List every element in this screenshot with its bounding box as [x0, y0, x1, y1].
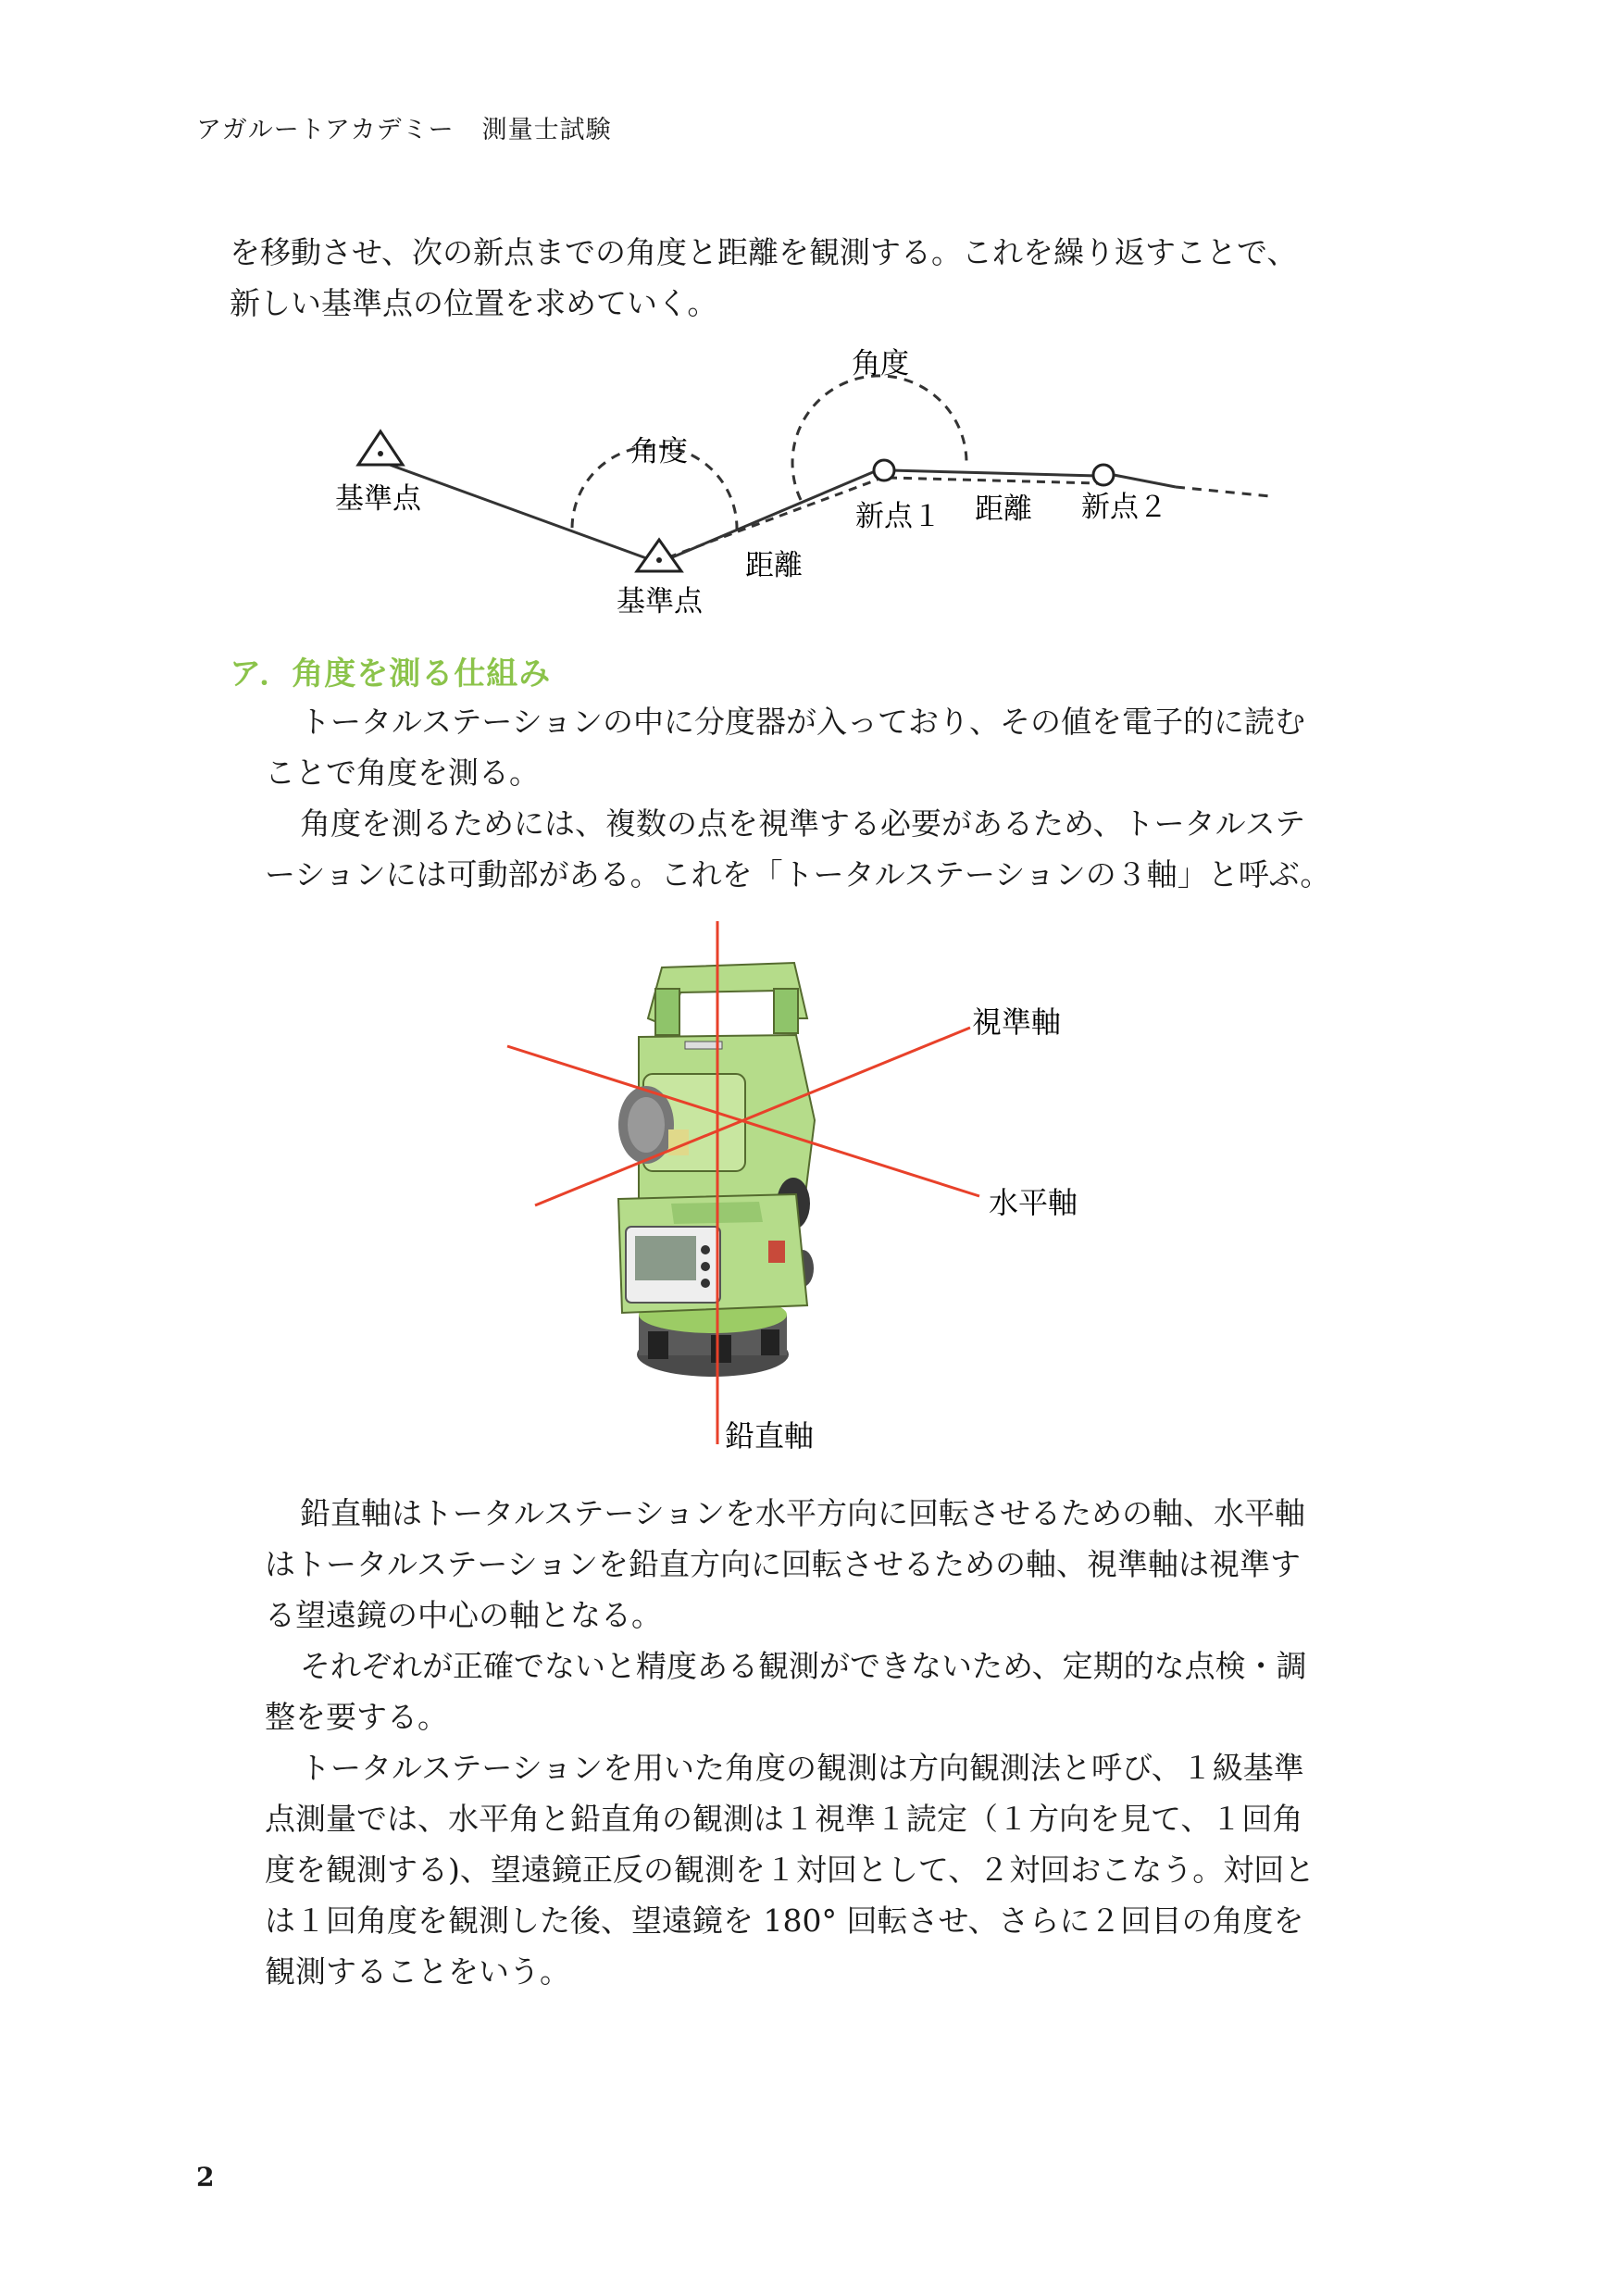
label-distance-2: 距離: [975, 493, 1032, 526]
distance-dashed-line: [668, 480, 878, 557]
text-line: トータルステーションの中に分度器が入っており、その値を電子的に読む: [300, 704, 1306, 740]
text-line: る望遠鏡の中心の軸となる。: [265, 1597, 662, 1633]
label-base-point-2: 基準点: [617, 585, 703, 618]
section-heading: ア．角度を測る仕組み: [230, 655, 552, 693]
text-line: 角度を測るためには、複数の点を視準する必要があるため、トータルステ: [300, 805, 1306, 842]
label-new-point-1: 新点１: [855, 500, 941, 533]
text-line: を移動させ、次の新点までの角度と距離を観測する。これを繰り返すことで、: [230, 234, 1298, 270]
label-horizontal-axis: 水平軸: [989, 1185, 1078, 1220]
explanation-paragraphs: [265, 1488, 1403, 1997]
label-angle-1: 角度: [630, 435, 688, 468]
text-line: 新しい基準点の位置を求めていく。: [230, 285, 718, 321]
text-line: 鉛直軸はトータルステーションを水平方向に回転させるための軸、水平軸: [300, 1495, 1306, 1531]
label-base-point-1: 基準点: [335, 482, 421, 516]
text-line: 整を要する。: [265, 1699, 448, 1735]
label-angle-2: 角度: [852, 347, 909, 381]
label-vertical-axis: 鉛直軸: [725, 1418, 815, 1454]
traverse-line: [891, 470, 1098, 476]
label-distance-1: 距離: [745, 549, 803, 582]
header-series: 測量士試験: [481, 116, 612, 144]
base-point-1-marker: [358, 431, 403, 465]
text-line: 観測することをいう。: [265, 1953, 570, 1990]
text-line: はトータルステーションを鉛直方向に回転させるための軸、視準軸は視準す: [265, 1546, 1302, 1582]
text-line: ーションには可動部がある。これを「トータルステーションの３軸」と呼ぶ。: [265, 856, 1331, 892]
traverse-diagram: [315, 333, 1296, 630]
text-line: 点測量では、水平角と鉛直角の観測は１視準１読定（１方向を見て、１回角: [265, 1801, 1303, 1837]
total-station-figure: [481, 917, 1148, 1472]
intro-paragraph: [230, 227, 1368, 329]
angle-arc: [792, 376, 966, 500]
new-point-1-marker: [874, 460, 894, 480]
text-line: 度を観測する)、望遠鏡正反の観測を１対回として、２対回おこなう。対回と: [265, 1852, 1315, 1888]
running-header: [196, 109, 612, 145]
header-publisher: アガルートアカデミー: [196, 116, 455, 144]
text-line: ことで角度を測る。: [265, 755, 540, 791]
distance-dashed-line: [889, 478, 1098, 483]
text-line: は１回角度を観測した後、望遠鏡を 180° 回転させ、さらに２回目の角度を: [265, 1903, 1304, 1939]
new-point-2-marker: [1093, 465, 1114, 485]
traverse-line: [380, 461, 659, 563]
text-line: それぞれが正確でないと精度ある観測ができないため、定期的な点検・調: [300, 1648, 1307, 1684]
text-line: トータルステーションを用いた角度の観測は方向観測法と呼び、１級基準: [300, 1750, 1304, 1786]
page-number: 2: [196, 2162, 215, 2192]
continuation-dashed-line: [1176, 487, 1270, 496]
section-paragraph-1: [265, 696, 1403, 900]
label-sight-axis: 視準軸: [972, 1004, 1062, 1040]
label-new-point-2: 新点２: [1081, 491, 1167, 524]
traverse-line: [1109, 474, 1176, 487]
